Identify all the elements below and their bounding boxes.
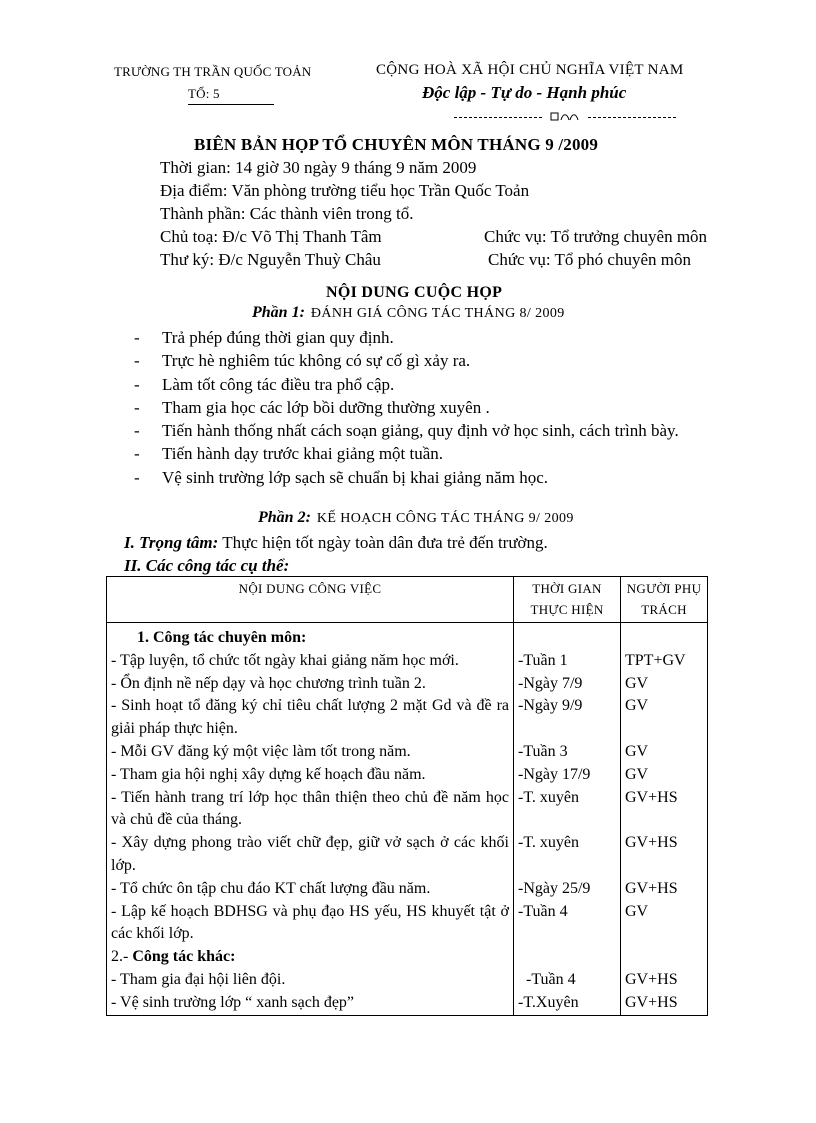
table-row xyxy=(107,673,708,696)
time-cell: -T. xuyên xyxy=(514,787,621,833)
time-cell: -Tuần 3 xyxy=(514,741,621,764)
list-item: - Vệ sinh trường lớp sạch sẽ chuẩn bị khai giảng năm học. xyxy=(134,466,679,489)
owner-cell: TPT+GV xyxy=(621,650,708,673)
motto-divider xyxy=(454,112,676,122)
table-row xyxy=(107,878,708,901)
table-row xyxy=(107,695,708,741)
task-cell: - Tham gia hội nghị xây dựng kế hoạch đầu năm. xyxy=(107,764,514,787)
section-professional: 1. Công tác chuyên môn: xyxy=(107,623,514,650)
focus-label: I. Trọng tâm: xyxy=(124,533,219,552)
table-row xyxy=(107,901,708,947)
list-item: - Tham gia học các lớp bồi dưỡng thường xuyên . xyxy=(134,396,679,419)
content-heading: NỘI DUNG CUỘC HỌP xyxy=(326,284,503,301)
task-cell: - Mỗi GV đăng ký một việc làm tốt trong năm. xyxy=(107,741,514,764)
group-underline xyxy=(188,104,274,105)
time-cell: -Ngày 7/9 xyxy=(514,673,621,696)
time-cell: -Ngày 25/9 xyxy=(514,878,621,901)
list-item: - Tiến hành dạy trước khai giảng một tuần. xyxy=(134,442,679,465)
group-label: TỔ: 5 xyxy=(188,86,220,101)
national-motto: Độc lập - Tự do - Hạnh phúc xyxy=(422,83,627,102)
focus-text: Thực hiện tốt ngày toàn dân đưa trẻ đến trường. xyxy=(222,533,548,552)
meeting-members: Thành phần: Các thành viên trong tổ. xyxy=(160,204,414,223)
part1-title: ĐÁNH GIÁ CÔNG TÁC THÁNG 8/ 2009 xyxy=(310,306,565,321)
table-row xyxy=(107,787,708,833)
owner-cell: GV+HS xyxy=(621,969,708,992)
meeting-chair-role: Chức vụ: Tổ trưởng chuyên môn xyxy=(484,227,708,246)
task-cell: - Tiến hành trang trí lớp học thân thiện theo chủ đề năm học và chủ đề của tháng. xyxy=(107,787,514,833)
meeting-place: Địa điểm: Văn phòng trường tiểu học Trần Quốc Toản xyxy=(160,181,530,200)
owner-cell: GV xyxy=(621,673,708,696)
task-cell: - Tham gia đại hội liên đội. xyxy=(107,969,514,992)
owner-cell: GV xyxy=(621,764,708,787)
meeting-time: Thời gian: 14 giờ 30 ngày 9 tháng 9 năm 2009 xyxy=(160,158,477,177)
table-row xyxy=(107,650,708,673)
table-row xyxy=(107,764,708,787)
owner-cell: GV+HS xyxy=(621,787,708,833)
owner-cell: GV xyxy=(621,901,708,947)
time-cell: -Tuần 4 xyxy=(514,969,621,992)
ornament-icon xyxy=(548,112,582,122)
task-cell: - Tập luyện, tổ chức tốt ngày khai giảng năm học mới. xyxy=(107,650,514,673)
part1-heading xyxy=(252,304,565,322)
tasks-heading xyxy=(124,556,289,576)
owner-cell: GV+HS xyxy=(621,992,708,1015)
owner-cell: GV xyxy=(621,695,708,741)
section-other: 2.- Công tác khác: xyxy=(107,946,514,969)
col-header-time: THỜI GIAN THỰC HIỆN xyxy=(514,577,621,623)
part1-list xyxy=(134,326,679,489)
table-section-row xyxy=(107,623,708,650)
focus-line xyxy=(124,533,548,553)
table-row xyxy=(107,969,708,992)
list-item: - Tiến hành thống nhất cách soạn giảng, quy định vở học sinh, cách trình bày. xyxy=(134,419,679,442)
part1-label: Phần 1: xyxy=(252,304,305,321)
task-cell: - Vệ sinh trường lớp “ xanh sạch đẹp” xyxy=(107,992,514,1015)
task-cell: - Xây dựng phong trào viết chữ đẹp, giữ vở sạch ở các khối lớp. xyxy=(107,832,514,878)
table-row xyxy=(107,992,708,1015)
part2-label: Phần 2: xyxy=(258,509,311,526)
table-section-row xyxy=(107,946,708,969)
time-cell: -Tuần 1 xyxy=(514,650,621,673)
meeting-chair: Chủ toạ: Đ/c Võ Thị Thanh Tâm xyxy=(160,227,382,246)
page-title: BIÊN BẢN HỌP TỔ CHUYÊN MÔN THÁNG 9 /2009 xyxy=(194,135,599,154)
table-row xyxy=(107,741,708,764)
list-item: - Trả phép đúng thời gian quy định. xyxy=(134,326,679,349)
table-row xyxy=(107,832,708,878)
time-cell: -T. xuyên xyxy=(514,832,621,878)
meeting-secretary: Thư ký: Đ/c Nguyễn Thuỳ Châu xyxy=(160,250,381,269)
part2-title: KẾ HOẠCH CÔNG TÁC THÁNG 9/ 2009 xyxy=(316,511,574,526)
owner-cell: GV+HS xyxy=(621,832,708,878)
col-header-owner: NGƯỜI PHỤ TRÁCH xyxy=(621,577,708,623)
task-cell: - Lập kế hoạch BDHSG và phụ đạo HS yếu, HS khuyết tật ở các khối lớp. xyxy=(107,901,514,947)
owner-cell: GV xyxy=(621,741,708,764)
task-cell: - Ổn định nề nếp dạy và học chương trình tuần 2. xyxy=(107,673,514,696)
time-cell: -Tuần 4 xyxy=(514,901,621,947)
task-cell: - Sinh hoạt tổ đăng ký chỉ tiêu chất lượng 2 mặt Gd và đề ra giải pháp thực hiện. xyxy=(107,695,514,741)
part2-heading xyxy=(258,509,574,527)
list-item: - Trực hè nghiêm túc không có sự cố gì xảy ra. xyxy=(134,349,679,372)
time-cell: -Ngày 9/9 xyxy=(514,695,621,741)
tasks-label: II. Các công tác cụ thể: xyxy=(124,556,290,575)
table-header-row xyxy=(107,577,708,623)
owner-cell: GV+HS xyxy=(621,878,708,901)
nation-name: CỘNG HOÀ XÃ HỘI CHỦ NGHĨA VIỆT NAM xyxy=(376,62,684,78)
task-cell: - Tổ chức ôn tập chu đáo KT chất lượng đầu năm. xyxy=(107,878,514,901)
time-cell: -T.Xuyên xyxy=(514,992,621,1015)
list-item: - Làm tốt công tác điều tra phổ cập. xyxy=(134,373,679,396)
plan-table xyxy=(106,576,708,1016)
col-header-content: NỘI DUNG CÔNG VIỆC xyxy=(107,577,514,623)
time-cell: -Ngày 17/9 xyxy=(514,764,621,787)
school-name: TRƯỜNG TH TRẦN QUỐC TOẢN xyxy=(114,64,312,79)
meeting-secretary-role: Chức vụ: Tổ phó chuyên môn xyxy=(488,250,691,269)
